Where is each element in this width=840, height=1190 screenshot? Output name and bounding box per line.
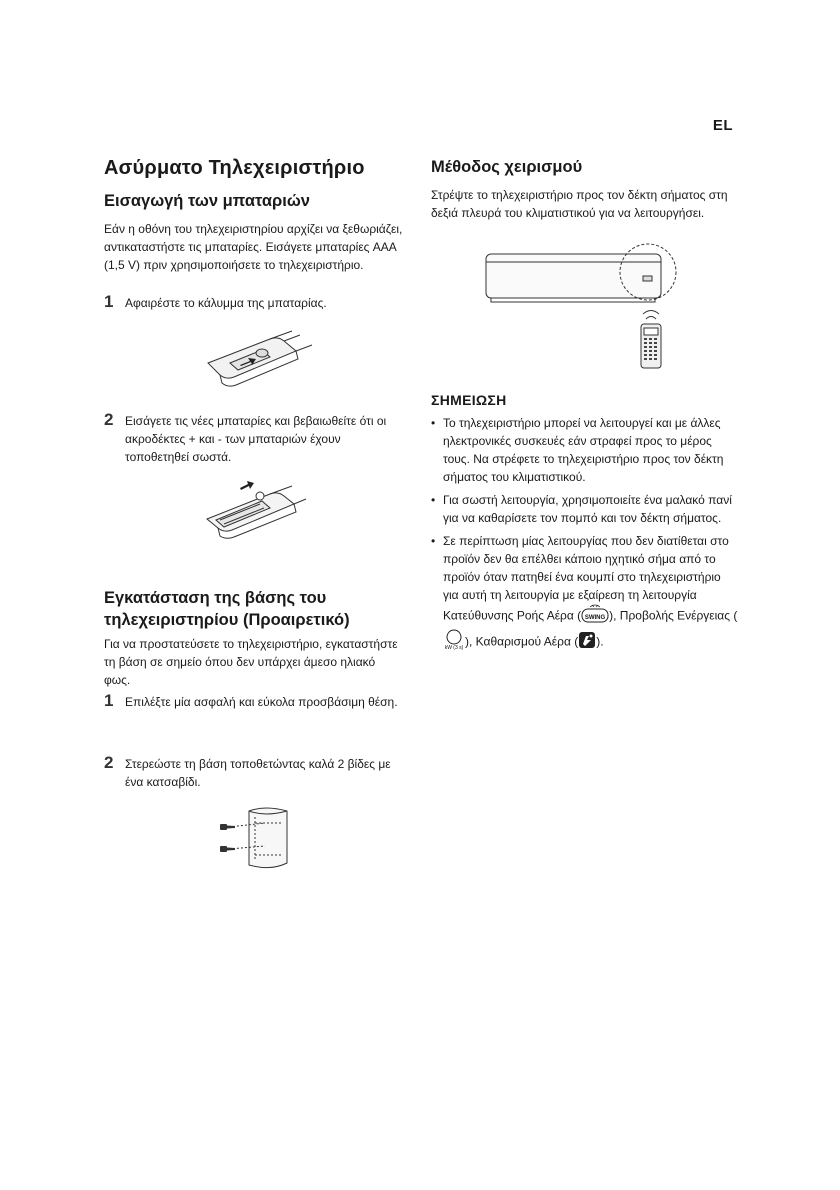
note3-text-1: Σε περίπτωση μίας λειτουργίας που δεν διατίθεται στο προϊόν δεν θα επέλθει κάποιο ηχητικό σήμα από το προϊόν όταν πατηθεί ένα κουμπί στο τηλεχειριστήριο για αυτή τη λειτουργία με εξαίρεση τη λειτουργία Κατεύθυνσης Ροής Αέρα ( xyxy=(443,534,729,623)
remove-cover-illustration xyxy=(200,325,315,400)
holder-heading xyxy=(104,587,404,631)
battery-heading: Εισαγωγή των μπαταριών xyxy=(104,192,310,210)
step-text: Επιλέξτε μία ασφαλή και εύκολα προσβάσιμη θέση. xyxy=(125,695,398,709)
step-number: 2 xyxy=(104,410,114,429)
step-text: Εισάγετε τις νέες μπαταρίες και βεβαιωθείτε ότι οι ακροδέκτες + και - των μπαταριών έχουν τοποθετηθεί σωστά. xyxy=(125,414,387,464)
language-code: EL xyxy=(712,117,733,134)
battery-step-2 xyxy=(104,412,404,466)
swing-icon-label: SWING xyxy=(584,615,606,621)
holder-heading-line2: τηλεχειριστηρίου (Προαιρετικό) xyxy=(104,611,350,629)
insert-batteries-illustration xyxy=(202,474,307,546)
step-number: 2 xyxy=(104,753,114,772)
note-item-1: • Το τηλεχειριστήριο μπορεί να λειτουργεί και με άλλες ηλεκτρονικές συσκευές εάν στραφεί προς το μέρος τους. Να στρέφετε το τηλεχειριστήριο προς τον δέκτη σήματος του κλιματιστικού. xyxy=(431,414,739,486)
note3-text-3: ), Καθαρισμού Αέρα ( xyxy=(465,634,579,649)
note3-text-2: ), Προβολής Ενέργειας ( xyxy=(609,608,738,623)
step-number: 1 xyxy=(104,292,114,311)
holder-heading-line1: Εγκατάσταση της βάσης του xyxy=(104,589,327,607)
battery-intro: Εάν η οθόνη του τηλεχειριστηρίου αρχίζει να ξεθωριάζει, αντικαταστήστε τις μπαταρίες. Εισάγετε μπαταρίες AAA (1,5 V) πριν χρησιμοποιήσετε το τηλεχειριστήριο. xyxy=(104,222,403,272)
holder-screws-illustration xyxy=(215,803,295,873)
page-title: Ασύρματο Τηλεχειριστήριο xyxy=(104,157,365,179)
holder-intro: Για να προστατεύσετε το τηλεχειριστήριο, εγκαταστήστε τη βάση σε σημείο όπου δεν υπάρχει άμεσο ηλιακό φως. xyxy=(104,637,398,687)
notes-list-container xyxy=(431,414,739,661)
notes-list xyxy=(431,414,739,656)
method-text: Στρέψτε το τηλεχειριστήριο προς τον δέκτη σήματος στη δεξιά πλευρά του κλιματιστικού για να λειτουργήσει. xyxy=(431,188,728,220)
note-title: ΣΗΜΕΙΩΣΗ xyxy=(431,392,507,408)
holder-step-1 xyxy=(104,693,404,711)
airflow-swing-icon xyxy=(581,604,609,629)
battery-step-1 xyxy=(104,294,404,312)
energy-display-icon xyxy=(443,629,465,656)
energy-icon-label: kW (3 s) xyxy=(444,645,464,651)
ac-remote-illustration xyxy=(483,242,688,372)
air-clean-icon xyxy=(578,631,596,654)
step-number: 1 xyxy=(104,691,114,710)
holder-step-2 xyxy=(104,755,404,791)
method-heading: Μέθοδος χειρισμού xyxy=(431,158,583,176)
step-text: Αφαιρέστε το κάλυμμα της μπαταρίας. xyxy=(125,296,327,310)
note3-text-4: ). xyxy=(596,634,604,649)
note-item-2: • Για σωστή λειτουργία, χρησιμοποιείτε ένα μαλακό πανί για να καθαρίσετε τον πομπό και τον δέκτη σήματος. xyxy=(431,491,739,527)
step-text: Στερεώστε τη βάση τοποθετώντας καλά 2 βίδες με ένα κατσαβίδι. xyxy=(125,757,391,789)
note-item-3 xyxy=(431,532,739,656)
